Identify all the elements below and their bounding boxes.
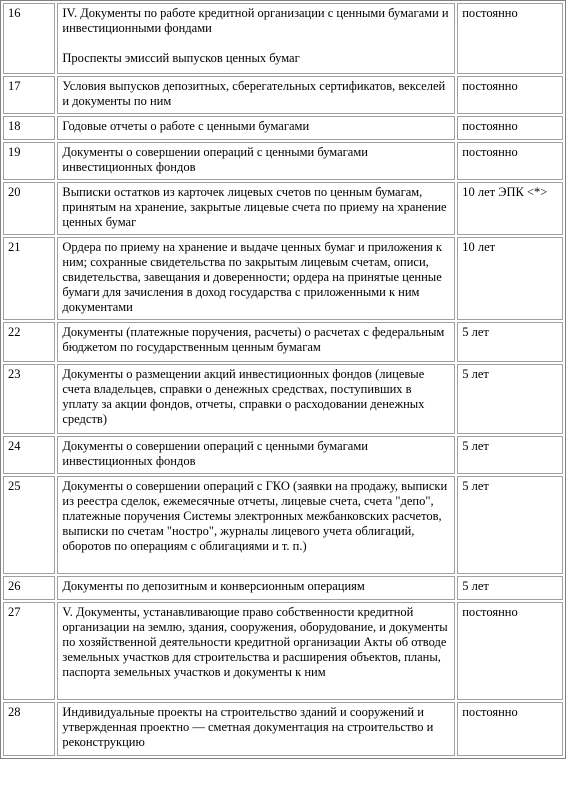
table-row bbox=[3, 76, 563, 114]
table-row bbox=[3, 142, 563, 180]
retention-term: 5 лет bbox=[457, 576, 563, 600]
retention-term: постоянно bbox=[457, 3, 563, 74]
row-number: 24 bbox=[3, 436, 55, 474]
document-description bbox=[57, 3, 455, 74]
row-number: 28 bbox=[3, 702, 55, 756]
document-description: Документы о совершении операций с ГКО (заявки на продажу, выписки из реестра сделок, ежемесячные отчеты, лицевые счета, счета "депо", платежные поручения Системы электронных межбанковских расчетов, выписки по счетам "ностро", журналы лицевого учета облигаций, оборотов по операциям с облигациями и т. п.) bbox=[57, 476, 455, 574]
table-row bbox=[3, 576, 563, 600]
retention-term: 5 лет bbox=[457, 364, 563, 434]
retention-term: постоянно bbox=[457, 76, 563, 114]
document-description: Документы о совершении операций с ценными бумагами инвестиционных фондов bbox=[57, 436, 455, 474]
document-description: Годовые отчеты о работе с ценными бумагами bbox=[57, 116, 455, 140]
retention-term: постоянно bbox=[457, 602, 563, 700]
row-number: 22 bbox=[3, 322, 55, 362]
table-row bbox=[3, 702, 563, 756]
document-description: Документы по депозитным и конверсионным операциям bbox=[57, 576, 455, 600]
row-number: 19 bbox=[3, 142, 55, 180]
retention-term: 10 лет ЭПК <*> bbox=[457, 182, 563, 235]
table-row bbox=[3, 182, 563, 235]
document-description: Документы (платежные поручения, расчеты) о расчетах с федеральным бюджетом по государственным ценным бумагам bbox=[57, 322, 455, 362]
retention-term: 5 лет bbox=[457, 322, 563, 362]
document-description: Документы о совершении операций с ценными бумагами инвестиционных фондов bbox=[57, 142, 455, 180]
row-number: 20 bbox=[3, 182, 55, 235]
table-row bbox=[3, 476, 563, 574]
retention-term: постоянно bbox=[457, 702, 563, 756]
document-description: Выписки остатков из карточек лицевых счетов по ценным бумагам, принятым на хранение, закрытые лицевые счета по приему на хранение ценных бумаг bbox=[57, 182, 455, 235]
row-number: 18 bbox=[3, 116, 55, 140]
retention-term: 5 лет bbox=[457, 436, 563, 474]
document-description: Условия выпусков депозитных, сберегательных сертификатов, векселей и документы по ним bbox=[57, 76, 455, 114]
document-description: V. Документы, устанавливающие право собственности кредитной организации на землю, здания, сооружения, оборудование, и документы по хозяйственной деятельности кредитной организации Акты об отводе земельных участков для строительства и расширения объектов, планы, паспорта земельных участков и документы к ним bbox=[57, 602, 455, 700]
retention-term: 10 лет bbox=[457, 237, 563, 320]
row-number: 26 bbox=[3, 576, 55, 600]
document-description: Индивидуальные проекты на строительство зданий и сооружений и утвержденная проектно — сметная документация на строительство и реконструкцию bbox=[57, 702, 455, 756]
table-row bbox=[3, 116, 563, 140]
table-row bbox=[3, 436, 563, 474]
row-number: 21 bbox=[3, 237, 55, 320]
row-number: 16 bbox=[3, 3, 55, 74]
row-number: 27 bbox=[3, 602, 55, 700]
document-description: Документы о размещении акций инвестиционных фондов (лицевые счета владельцев, справки о денежных средствах, поступивших в уплату за акции фондов, отчеты, справки о расходовании денежных средств) bbox=[57, 364, 455, 434]
retention-term: постоянно bbox=[457, 116, 563, 140]
document-description-sub: Проспекты эмиссий выпусков ценных бумаг bbox=[62, 51, 300, 65]
table-row bbox=[3, 237, 563, 320]
retention-term: постоянно bbox=[457, 142, 563, 180]
row-number: 17 bbox=[3, 76, 55, 114]
document-description: Ордера по приему на хранение и выдаче ценных бумаг и приложения к ним; сохранные свидетельства по закрытым лицевым счетам, описи, свидетельства, завещания и доверенности; ордера на принятые ценные бумаги для зачисления в доход государства с приложенными к ним документами bbox=[57, 237, 455, 320]
table-row bbox=[3, 3, 563, 74]
spacer bbox=[62, 36, 450, 51]
row-number: 23 bbox=[3, 364, 55, 434]
retention-term: 5 лет bbox=[457, 476, 563, 574]
table-row bbox=[3, 322, 563, 362]
row-number: 25 bbox=[3, 476, 55, 574]
table-row bbox=[3, 602, 563, 700]
table-row bbox=[3, 364, 563, 434]
section-heading: IV. Документы по работе кредитной организации с ценными бумагами и инвестиционными фондами bbox=[62, 6, 449, 35]
